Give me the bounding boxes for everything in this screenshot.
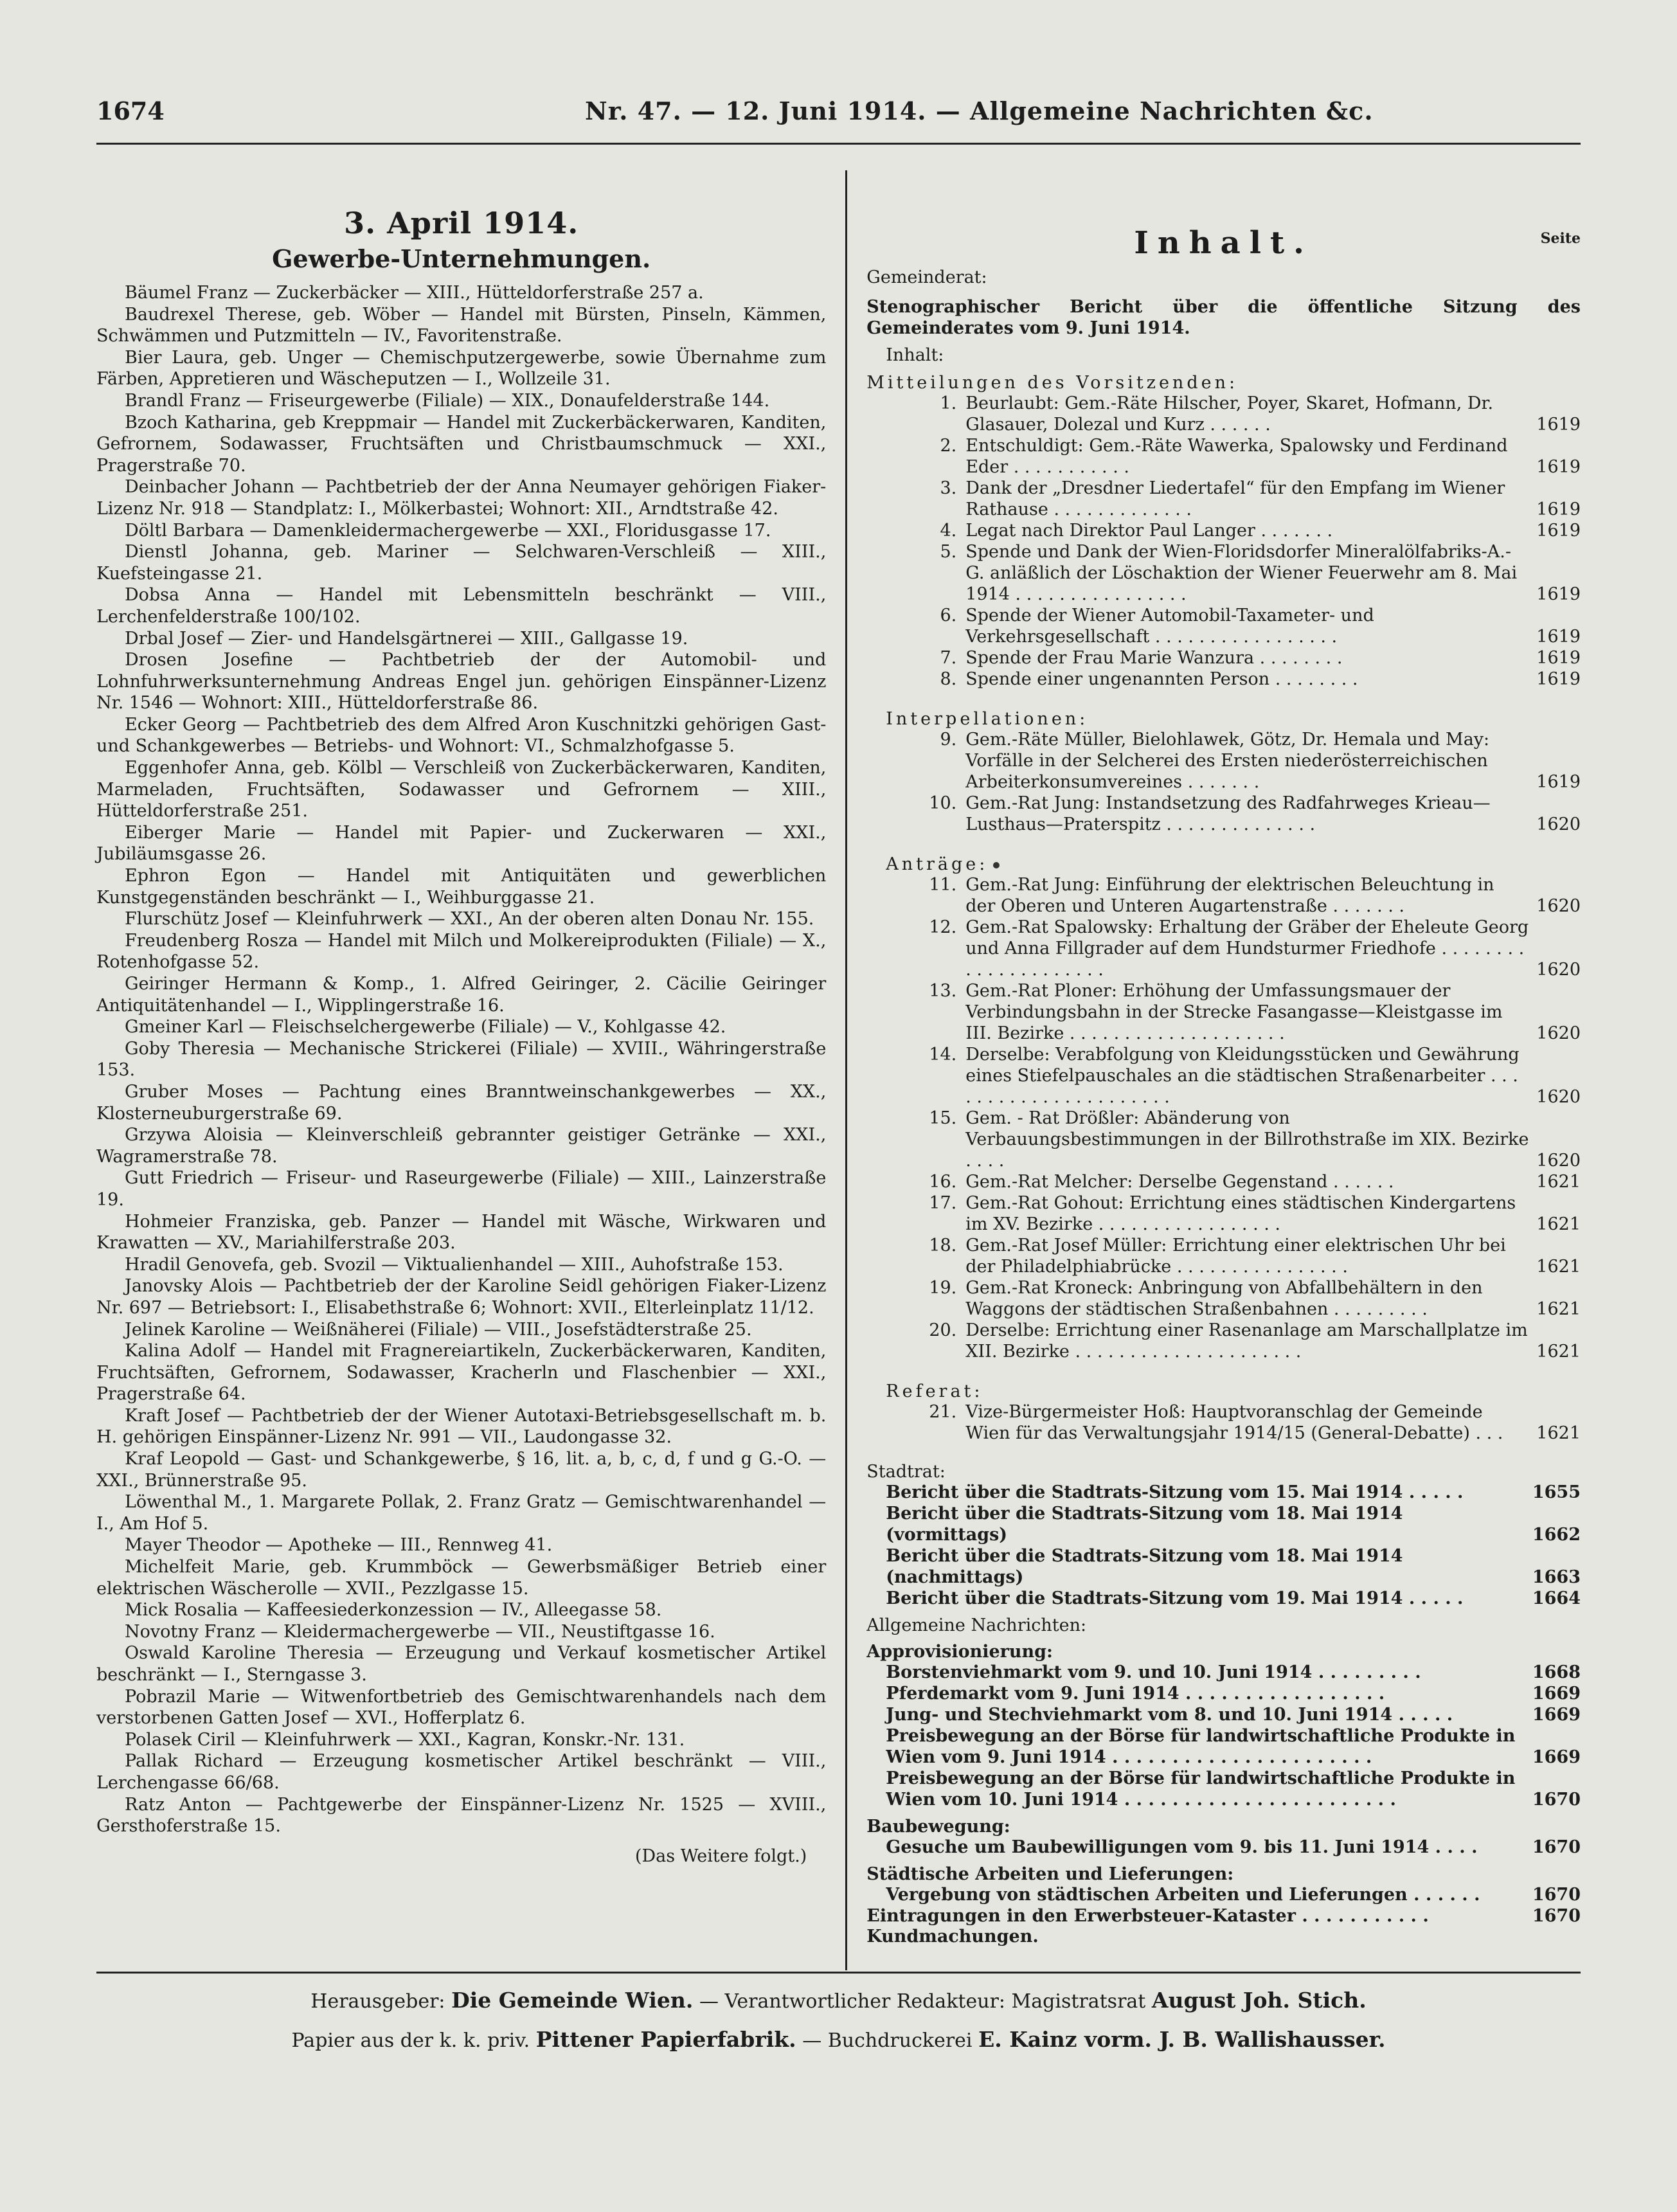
approv-list (866, 1662, 1581, 1810)
toc-entry (866, 1320, 1581, 1362)
business-entry: Gruber Moses — Pachtung eines Branntweinschankgewerbes — XX., Klosterneuburgerstraße 69. (96, 1081, 827, 1124)
business-entry: Pallak Richard — Erzeugung kosmetischer Artikel beschränkt — VIII., Lerchengasse 66/68. (96, 1751, 827, 1793)
business-entry: Löwenthal M., 1. Margarete Pollak, 2. Franz Gratz — Gemischtwarenhandel — I., Am Hof 5. (96, 1492, 827, 1534)
toc-entry (886, 1884, 1581, 1905)
toc-entry-page: 1621 (1536, 1172, 1581, 1192)
toc-entry (866, 917, 1581, 980)
business-entry: Eiberger Marie — Handel mit Papier- und Zuckerwaren — XXI., Jubiläumsgasse 26. (96, 822, 827, 865)
business-entry: Kraft Josef — Pachtbetrieb der der Wiener Autotaxi-Betriebsgesellschaft m. b. H. gehörigen Einspänner-Lizenz Nr. 991 — VII., Laudongasse 32. (96, 1405, 827, 1448)
section-title: Gewerbe-Unternehmungen. (272, 244, 651, 273)
toc-entry-text: Pferdemarkt vom 9. Juni 1914 . . . . . . . . . . . . . . . . . (886, 1684, 1385, 1704)
stadtrat-list (866, 1482, 1581, 1609)
referat-list (866, 1401, 1581, 1444)
toc-entry-text: Beurlaubt: Gem.-Räte Hilscher, Poyer, Skaret, Hofmann, Dr. Glasauer, Dolezal und Kurz . . . . . . (965, 393, 1494, 435)
toc-entry (886, 1482, 1581, 1503)
mitteilungen-list (866, 393, 1581, 690)
business-entry: Ecker Georg — Pachtbetrieb des dem Alfred Aron Kuschnitzki gehörigen Gast- und Schankgewerbes — Betriebs- und Wohnort: VI., Schmalzhofgasse 5. (96, 714, 827, 757)
toc-entry (866, 520, 1581, 541)
toc-entry (886, 1768, 1581, 1810)
toc-entry-number: 8. (940, 669, 957, 689)
kundmachungen-label: Kundmachungen. (866, 1927, 1039, 1947)
toc-entry-page: 1669 (1532, 1747, 1581, 1767)
interpellationen-list (866, 729, 1581, 835)
toc-entry-page: 1670 (1532, 1790, 1581, 1810)
issue-title: Nr. 47. — 12. Juni 1914. — Allgemeine Nachrichten &c. (585, 96, 1374, 125)
business-entry: Mayer Theodor — Apotheke — III., Rennweg 41. (125, 1535, 553, 1556)
toc-entry (866, 478, 1581, 520)
toc-entry-text: Preisbewegung an der Börse für landwirtschaftliche Produkte in Wien vom 9. Juni 1914 . . . . . . . . . . . . . . . . . . . . . . (886, 1726, 1516, 1767)
business-entry: Ephron Egon — Handel mit Antiquitäten und gewerblichen Kunstgegenständen beschränkt — I., Weihburggasse 21. (96, 866, 827, 908)
toc-entry (866, 435, 1581, 478)
toc-entry-page: 1619 (1536, 584, 1581, 604)
business-entry: Janovsky Alois — Pachtbetrieb der der Karoline Seidl gehörigen Fiaker-Lizenz Nr. 697 — Betriebsort: I., Elisabethstraße 6; Wohnort: XVII., Elterleinplatz 11/12. (96, 1276, 827, 1318)
toc-entry (866, 1171, 1581, 1192)
toc-entry-text: Vize-Bürgermeister Hoß: Hauptvoranschlag der Gemeinde Wien für das Verwaltungsjahr 1914/15 (General-Debatte) . . . (965, 1402, 1503, 1443)
toc-entry-number: 12. (929, 917, 957, 937)
toc-entry-number: 4. (940, 521, 957, 541)
business-entry: Michelfeit Marie, geb. Krummböck — Gewerbsmäßiger Betrieb einer elektrischen Wäscherolle — XVII., Pezzlgasse 15. (96, 1557, 827, 1599)
publisher-label: Herausgeber: (310, 1990, 445, 2013)
business-entry: Ratz Anton — Pachtgewerbe der Einspänner-Lizenz Nr. 1525 — XVIII., Gersthoferstraße 15. (96, 1794, 827, 1837)
toc-entry-number: 3. (940, 478, 957, 498)
eintragungen-page: 1670 (1532, 1906, 1581, 1926)
toc-entry-page: 1619 (1536, 627, 1581, 647)
toc-entry-page: 1655 (1532, 1482, 1581, 1502)
toc-entry-number: 2. (940, 436, 957, 456)
toc-entry-text: Gem.-Rat Kroneck: Anbringung von Abfallbehältern in den Waggons der städtischen Straßenbahnen . . . . . . . . . (965, 1278, 1483, 1319)
business-entry: Gmeiner Karl — Fleischselchergewerbe (Filiale) — V., Kohlgasse 42. (125, 1017, 726, 1038)
allgemeine-label: Allgemeine Nachrichten: (866, 1615, 1087, 1635)
toc-entry (866, 605, 1581, 647)
printer-name: E. Kainz vorm. J. B. Wallishausser. (978, 2027, 1386, 2052)
toc-entry-number: 17. (929, 1193, 957, 1213)
toc-entry-text: Bericht über die Stadtrats-Sitzung vom 15. Mai 1914 . . . . . (886, 1482, 1464, 1502)
business-entry: Grzywa Aloisia — Kleinverschleiß gebrannter geistiger Getränke — XXI., Wagramerstraße 78. (96, 1125, 827, 1167)
approv-label: Approvisionierung: (866, 1642, 1054, 1662)
toc-entry-page: 1621 (1536, 1342, 1581, 1362)
paper-label: Papier aus der k. k. priv. (291, 2029, 530, 2052)
toc-entry-number: 20. (929, 1320, 957, 1340)
toc-entry (886, 1545, 1581, 1588)
business-entry: Kalina Adolf — Handel mit Fragnereiartikeln, Zuckerbäckerwaren, Kanditen, Fruchtsäften, Gefrornem, Sodawasser, Kracherln und Flaschenbier — XXI., Pragerstraße 64. (96, 1341, 827, 1405)
inhalt-label: Inhalt: (886, 345, 944, 365)
page-column-label: Seite (1540, 230, 1581, 247)
printer-label: — Buchdruckerei (802, 2029, 973, 2052)
toc-entry-number: 18. (929, 1236, 957, 1255)
business-entry: Freudenberg Rosza — Handel mit Milch und Molkereiprodukten (Filiale) — X., Rotenhofgasse 52. (96, 930, 827, 973)
entry-list (96, 282, 826, 1837)
continued-note: (Das Weitere folgt.) (635, 1846, 807, 1866)
content-columns (96, 145, 1581, 1964)
stadtrat-label: Stadtrat: (866, 1462, 946, 1482)
toc-entry-page: 1619 (1536, 457, 1581, 477)
business-entry: Baudrexel Therese, geb. Wöber — Handel mit Bürsten, Pinseln, Kämmen, Schwämmen und Putzmitteln — IV., Favoritenstraße. (96, 304, 827, 346)
toc-entry-text: Jung- und Stechviehmarkt vom 8. und 10. Juni 1914 . . . . . (886, 1705, 1453, 1725)
toc-entry-page: 1669 (1532, 1684, 1581, 1704)
toc-entry-text: Entschuldigt: Gem.-Räte Wawerka, Spalowsky und Ferdinand Eder . . . . . . . . . . . (965, 436, 1508, 477)
business-entry: Mick Rosalia — Kaffeesiederkonzession — IV., Alleegasse 58. (125, 1600, 662, 1621)
business-entry: Jelinek Karoline — Weißnäherei (Filiale) — VIII., Josefstädterstraße 25. (125, 1319, 752, 1340)
left-column (96, 145, 845, 1964)
toc-entry-text: Gem.-Rat Gohout: Errichtung eines städtischen Kindergartens im XV. Bezirke . . . . . . . . . . . . . . . . . (965, 1193, 1516, 1234)
business-entry: Eggenhofer Anna, geb. Kölbl — Verschleiß von Zuckerbäckerwaren, Kanditen, Marmeladen, Fruchtsäften, Sodawasser und Gefrornem — XIII., Hütteldorferstraße 251. (96, 758, 827, 822)
toc-entry (866, 393, 1581, 435)
toc-entry (886, 1704, 1581, 1725)
toc-entry-page: 1619 (1536, 772, 1581, 792)
toc-entry-text: Spende und Dank der Wien-Floridsdorfer Mineralölfabriks-A.-G. anläßlich der Löschaktion der Wiener Feuerwehr am 8. Mai 1914 . . . . . . . . . . . . . . . . (965, 542, 1518, 604)
business-entry: Drbal Josef — Zier- und Handelsgärtnerei — XIII., Gallgasse 19. (125, 628, 688, 649)
toc-entry-text: Gesuche um Baubewilligungen vom 9. bis 11. Juni 1914 . . . . (886, 1837, 1478, 1857)
paper-maker: Pittener Papierfabrik. (535, 2027, 796, 2052)
business-entry: Bäumel Franz — Zuckerbäcker — XIII., Hütteldorferstraße 257 a. (125, 283, 704, 303)
toc-entry (866, 1108, 1581, 1171)
bau-label: Baubewegung: (866, 1817, 1010, 1837)
toc-entry (886, 1503, 1581, 1545)
toc-entry (866, 980, 1581, 1044)
toc-entry (866, 1192, 1581, 1235)
eintragungen-row (866, 1905, 1581, 1927)
footer-publisher-line (96, 1988, 1581, 2013)
business-entry: Hradil Genovefa, geb. Svozil — Viktualienhandel — XIII., Auhofstraße 153. (125, 1254, 784, 1275)
toc-entry-text: Derselbe: Errichtung einer Rasenanlage am Marschallplatze im XII. Bezirke . . . . . . . . . . . . . . . . . . . . . (965, 1320, 1528, 1362)
toc-entry-text: Gem.-Rat Josef Müller: Errichtung einer elektrischen Uhr bei der Philadelphiabrücke . . . . . . . . . . . . . . . . (965, 1236, 1506, 1277)
toc-entry-text: Gem.-Rat Spalowsky: Erhaltung der Gräber der Eheleute Georg und Anna Fillgrader auf dem Hundsturmer Friedhofe . . . . . . . . . . . . . . . . . . . . . (965, 917, 1529, 980)
toc-entry (886, 1683, 1581, 1704)
date-title: 3. April 1914. (344, 206, 579, 240)
toc-entry-page: 1670 (1532, 1885, 1581, 1905)
toc-entry-text: Legat nach Direktor Paul Langer . . . . . . . (965, 521, 1333, 541)
referat-label: Referat: (886, 1381, 983, 1401)
toc-entry-number: 14. (929, 1045, 957, 1065)
business-entry: Goby Theresia — Mechanische Strickerei (Filiale) — XVIII., Währingerstraße 153. (96, 1038, 827, 1081)
toc-entry-number: 10. (929, 793, 957, 813)
steno-report-title: Stenographischer Bericht über die öffentliche Sitzung des Gemeinderates vom 9. Juni 1914. (866, 297, 1581, 338)
toc-entry (866, 1401, 1581, 1444)
toc-entry-number: 21. (929, 1402, 957, 1422)
toc-entry-number: 6. (940, 606, 957, 625)
toc-entry-text: Gem. - Rat Drößler: Abänderung von Verbauungsbestimmungen in der Billrothstraße im XIX. Bezirke . . . . (965, 1108, 1529, 1171)
business-entry: Döltl Barbara — Damenkleidermachergewerbe — XXI., Floridusgasse 17. (125, 520, 771, 541)
business-entry: Gutt Friedrich — Friseur- und Raseurgewerbe (Filiale) — XIII., Lainzerstraße 19. (96, 1168, 827, 1210)
toc-entry-number: 19. (929, 1278, 957, 1298)
antraege-list (866, 874, 1581, 1362)
toc-entry-page: 1620 (1536, 896, 1581, 916)
business-entry: Pobrazil Marie — Witwenfortbetrieb des Gemischtwarenhandels nach dem verstorbenen Gatten Josef — XVI., Hofferplatz 6. (96, 1686, 827, 1729)
antraege-label-text: Anträge: (886, 854, 989, 874)
gemeinderat-label: Gemeinderat: (866, 267, 987, 287)
toc-entry (866, 541, 1581, 605)
toc-entry-number: 5. (940, 542, 957, 562)
business-entry: Bier Laura, geb. Unger — Chemischputzergewerbe, sowie Übernahme zum Färben, Appretieren und Wäscheputzen — I., Wollzeile 31. (96, 347, 827, 390)
business-entry: Novotny Franz — Kleidermachergewerbe — VII., Neustiftgasse 16. (125, 1621, 715, 1642)
toc-entry-page: 1619 (1536, 499, 1581, 519)
toc-entry-text: Preisbewegung an der Börse für landwirtschaftliche Produkte in Wien vom 10. Juni 1914 . . . . . . . . . . . . . . . . . . . . . . . (886, 1768, 1516, 1810)
toc-entry (866, 1044, 1581, 1108)
toc-entry (866, 669, 1581, 690)
toc-title: Inhalt. (1134, 225, 1313, 261)
toc-entry-number: 1. (940, 393, 957, 413)
page-header (96, 96, 1581, 135)
toc-entry (886, 1837, 1581, 1858)
toc-entry-number: 11. (929, 875, 957, 895)
business-entry: Brandl Franz — Friseurgewerbe (Filiale) — XIX., Donaufelderstraße 144. (125, 390, 770, 411)
toc-entry (866, 647, 1581, 669)
business-entry: Geiringer Hermann & Komp., 1. Alfred Geiringer, 2. Cäcilie Geiringer Antiquitätenhandel — I., Wipplingerstraße 16. (96, 974, 827, 1016)
toc-entry-text: Borstenviehmarkt vom 9. und 10. Juni 1914 . . . . . . . . . (886, 1662, 1421, 1682)
ink-dot (993, 862, 1000, 868)
toc-entry-number: 9. (940, 730, 957, 750)
bau-list (866, 1837, 1581, 1858)
toc-entry-text: Bericht über die Stadtrats-Sitzung vom 18. Mai 1914 (vormittags) (886, 1504, 1403, 1545)
toc-entry-page: 1619 (1536, 521, 1581, 541)
toc-entry-page: 1662 (1532, 1525, 1581, 1545)
toc-entry-page: 1620 (1536, 1151, 1581, 1171)
business-entry: Oswald Karoline Theresia — Erzeugung und Verkauf kosmetischer Artikel beschränkt — I., Sterngasse 3. (96, 1643, 827, 1685)
antraege-label (886, 854, 1581, 874)
mitteilungen-label: Mitteilungen des Vorsitzenden: (866, 373, 1239, 393)
toc-entry-text: Gem.-Rat Jung: Einführung der elektrischen Beleuchtung in der Oberen und Unteren Augartenstraße . . . . . . . (965, 875, 1494, 916)
toc-entry-page: 1620 (1536, 960, 1581, 980)
toc-entry-text: Gem.-Räte Müller, Bielohlawek, Götz, Dr. Hemala und May: Vorfälle in der Selcherei des Ersten niederösterreichischen Arbeiterkonsumvereines . . . . . . . (965, 730, 1490, 792)
toc-entry-page: 1621 (1536, 1257, 1581, 1277)
publisher-name: Die Gemeinde Wien. (451, 1988, 694, 2013)
toc-entry (866, 729, 1581, 793)
interpellationen-label: Interpellationen: (886, 709, 1089, 729)
toc-entry-text: Bericht über die Stadtrats-Sitzung vom 18. Mai 1914 (nachmittags) (886, 1546, 1403, 1587)
toc-entry-text: Spende einer ungenannten Person . . . . . . . . (965, 669, 1358, 689)
business-entry: Flurschütz Josef — Kleinfuhrwerk — XXI., An der oberen alten Donau Nr. 155. (125, 909, 814, 930)
toc-entry-page: 1620 (1536, 814, 1581, 834)
toc-entry-number: 16. (929, 1172, 957, 1192)
business-entry: Bzoch Katharina, geb Kreppmair — Handel mit Zuckerbäckerwaren, Kanditen, Gefrornem, Sodawasser, Fruchtsäften und Christbaumschmuck — XXI., Pragerstraße 70. (96, 412, 827, 476)
toc-entry-number: 7. (940, 648, 957, 668)
page-number: 1674 (96, 96, 165, 125)
business-entry: Hohmeier Franziska, geb. Panzer — Handel mit Wäsche, Wirkwaren und Krawatten — XV., Mariahilferstraße 203. (96, 1211, 827, 1254)
toc-entry-number: 15. (929, 1108, 957, 1128)
toc-entry-number: 13. (929, 981, 957, 1001)
toc-entry-page: 1621 (1536, 1299, 1581, 1319)
right-column (847, 145, 1581, 1964)
staedt-label: Städtische Arbeiten und Lieferungen: (866, 1864, 1234, 1884)
toc-entry (886, 1725, 1581, 1768)
business-entry: Kraf Leopold — Gast- und Schankgewerbe, § 16, lit. a, b, c, d, f und g G.-O. — XXI., Brünnerstraße 95. (96, 1449, 827, 1491)
toc-entry (866, 793, 1581, 835)
toc-entry (866, 874, 1581, 917)
footer-printer-line (96, 2027, 1581, 2052)
toc-entry-page: 1619 (1536, 669, 1581, 689)
toc-entry-page: 1669 (1532, 1705, 1581, 1725)
toc-entry (866, 1277, 1581, 1320)
editor-name: August Joh. Stich. (1151, 1988, 1367, 2013)
toc-entry-page: 1668 (1532, 1662, 1581, 1682)
toc-entry-text: Derselbe: Verabfolgung von Kleidungsstücken und Gewährung eines Stiefelpauschales an die städtischen Straßenarbeiter . . . . . . . . . . . . . . . . . . . . . . (965, 1045, 1520, 1107)
toc-entry-text: Dank der „Dresdner Liedertafel“ für den Empfang im Wiener Rathause . . . . . . . . . . . . . (965, 478, 1505, 519)
business-entry: Drosen Josefine — Pachtbetrieb der der Automobil- und Lohnfuhrwerksunternehmung Andreas Engel jun. gehörigen Einspänner-Lizenz Nr. 1546 — Wohnort: XIII., Hütteldorferstraße 86. (96, 650, 827, 714)
toc-entry-page: 1621 (1536, 1214, 1581, 1234)
page-footer (96, 1972, 1581, 2052)
toc-entry (886, 1588, 1581, 1609)
toc-entry (886, 1662, 1581, 1683)
toc-entry-text: Gem.-Rat Jung: Instandsetzung des Radfahrweges Krieau—Lusthaus—Praterspitz . . . . . . . . . . . . . . (965, 793, 1491, 834)
toc-entry-text: Spende der Wiener Automobil-Taxameter- und Verkehrsgesellschaft . . . . . . . . . . . . . . . . . (965, 606, 1374, 647)
toc-entry-text: Spende der Frau Marie Wanzura . . . . . . . . (965, 648, 1343, 668)
toc-entry-text: Bericht über die Stadtrats-Sitzung vom 19. Mai 1914 . . . . . (886, 1588, 1464, 1608)
business-entry: Polasek Ciril — Kleinfuhrwerk — XXI., Kagran, Konskr.-Nr. 131. (125, 1729, 685, 1750)
toc-entry-text: Gem.-Rat Ploner: Erhöhung der Umfassungsmauer der Verbindungsbahn in der Strecke Fasangasse—Kleistgasse im III. Bezirke . . . . . . . . . . . . . . . . . . . . (965, 981, 1503, 1043)
business-entry: Dienstl Johanna, geb. Mariner — Selchwaren-Verschleiß — XIII., Kuefsteingasse 21. (96, 542, 827, 584)
toc-entry-page: 1620 (1536, 1023, 1581, 1043)
toc-entry (866, 1235, 1581, 1277)
toc-entry-page: 1621 (1536, 1423, 1581, 1443)
toc-entry-text: Gem.-Rat Melcher: Derselbe Gegenstand . . . . . . (965, 1172, 1394, 1192)
eintragungen-text: Eintragungen in den Erwerbsteuer-Kataster . . . . . . . . . . . (866, 1906, 1429, 1926)
toc-entry-page: 1670 (1532, 1837, 1581, 1857)
toc-entry-page: 1620 (1536, 1087, 1581, 1107)
toc-entry-page: 1663 (1532, 1567, 1581, 1587)
staedt-list (866, 1884, 1581, 1905)
business-entry: Deinbacher Johann — Pachtbetrieb der der Anna Neumayer gehörigen Fiaker-Lizenz Nr. 918 — Standplatz: I., Mölkerbastei; Wohnort: XII., Arndtstraße 42. (96, 477, 827, 519)
toc-header (866, 225, 1581, 261)
toc-entry-page: 1619 (1536, 415, 1581, 435)
toc-entry-page: 1664 (1532, 1588, 1581, 1608)
editor-label: — Verantwortlicher Redakteur: Magistratsrat (699, 1990, 1146, 2013)
toc-entry-text: Vergebung von städtischen Arbeiten und Lieferungen . . . . . . (886, 1885, 1480, 1905)
business-entry: Dobsa Anna — Handel mit Lebensmitteln beschränkt — VIII., Lerchenfelderstraße 100/102. (96, 585, 827, 627)
toc-entry-page: 1619 (1536, 648, 1581, 668)
